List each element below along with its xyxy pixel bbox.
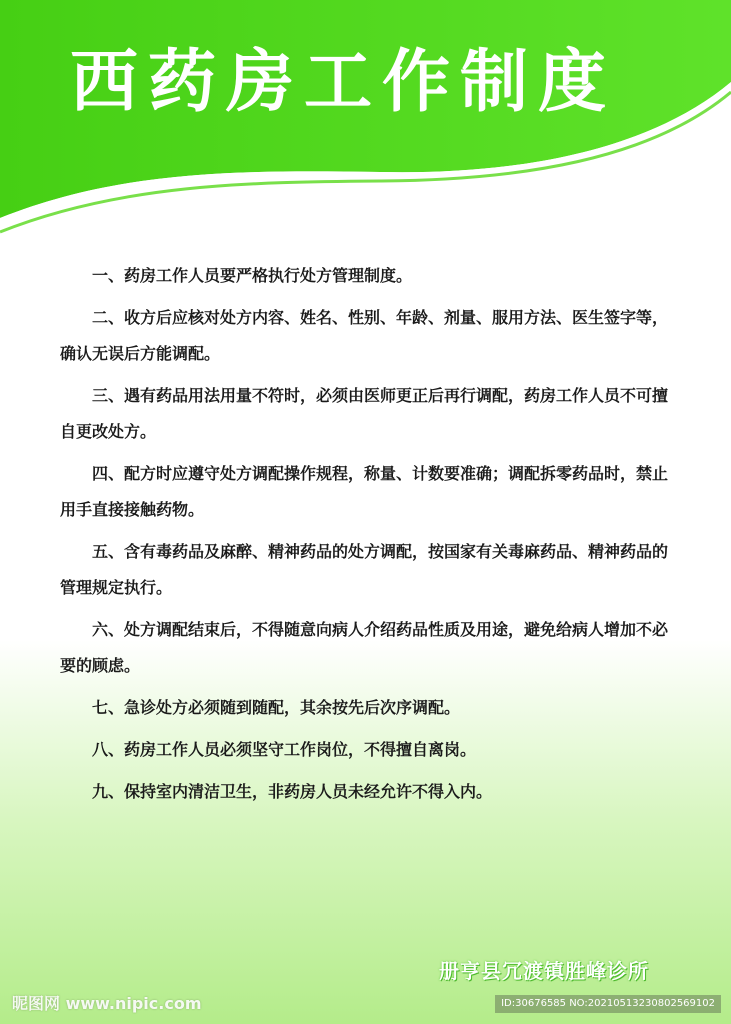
image-id-watermark: ID:30676585 NO:20210513230802569102 [495,995,721,1013]
rule-item-6: 六、处方调配结束后，不得随意向病人介绍药品性质及用途，避免给病人增加不必要的顾虑。 [60,620,669,675]
site-watermark: 昵图网 www.nipic.com [12,994,202,1013]
rule-item-1: 一、药房工作人员要严格执行处方管理制度。 [92,266,413,285]
page-title: 西药房工作制度 [70,43,617,122]
rule-item-4: 四、配方时应遵守处方调配操作规程，称量、计数要准确；调配拆零药品时，禁止用手直接接触药物。 [60,464,669,519]
rule-item-7: 七、急诊处方必须随到随配，其余按先后次序调配。 [92,698,461,717]
rule-item-3: 三、遇有药品用法用量不符时，必须由医师更正后再行调配，药房工作人员不可擅自更改处方。 [60,386,669,441]
rule-item-8: 八、药房工作人员必须坚守工作岗位，不得擅自离岗。 [92,740,477,759]
rule-item-2: 二、收方后应核对处方内容、姓名、性别、年龄、剂量、服用方法、医生签字等，确认无误后方能调配。 [60,308,669,363]
rules-list [60,258,670,816]
clinic-name: 册亨县冗渡镇胜峰诊所 [439,959,649,983]
rule-item-5: 五、含有毒药品及麻醉、精神药品的处方调配，按国家有关毒麻药品、精神药品的管理规定执行。 [60,542,669,597]
rule-item-9: 九、保持室内清洁卫生，非药房人员未经允许不得入内。 [92,782,493,801]
